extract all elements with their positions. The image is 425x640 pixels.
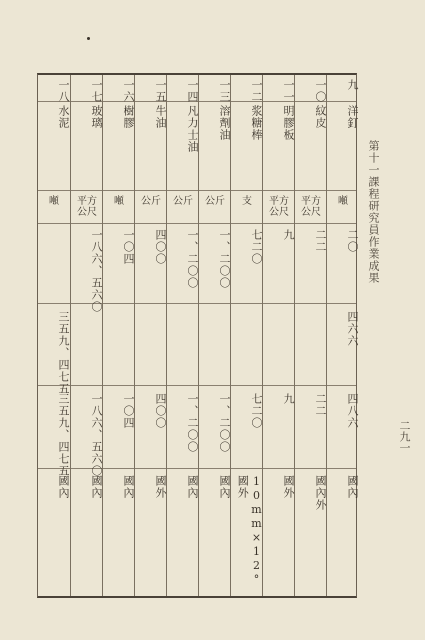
value-1: 一〇四 xyxy=(122,229,135,265)
item-number: 一七 xyxy=(90,79,103,103)
item-unit: 噸 xyxy=(114,196,124,207)
table-column xyxy=(102,75,135,596)
item-number: 一六 xyxy=(122,79,135,103)
value-3: 三五九、四七五 xyxy=(57,393,70,477)
value-1: 一、二〇〇 xyxy=(218,229,231,289)
item-unit: 平方 公尺 xyxy=(301,196,321,218)
value-3: 一、二〇〇 xyxy=(186,393,199,453)
item-number: 一一 xyxy=(282,79,295,103)
item-unit: 噸 xyxy=(338,196,348,207)
item-name: 凡力士油 xyxy=(186,105,199,153)
item-number: 九 xyxy=(346,79,359,91)
value-1: 一、二〇〇 xyxy=(186,229,199,289)
item-number: 一三 xyxy=(218,79,231,103)
item-unit: 平方 公尺 xyxy=(269,196,289,218)
item-number: 一〇 xyxy=(314,79,327,103)
item-unit: 平方 公尺 xyxy=(77,196,97,218)
value-1: 七二〇 xyxy=(250,229,263,265)
item-number: 一五 xyxy=(154,79,167,103)
item-name: 溶劑油 xyxy=(218,105,231,141)
item-name: 水泥 xyxy=(57,105,70,129)
origin: 國外 xyxy=(282,475,295,499)
value-1: 二二 xyxy=(314,229,327,253)
item-number: 一二 xyxy=(250,79,263,103)
value-3: 四八六 xyxy=(346,393,359,429)
table-column xyxy=(166,75,199,596)
item-name: 浆糖棒 xyxy=(250,105,263,141)
materials-table xyxy=(37,73,357,598)
table-column xyxy=(198,75,231,596)
value-3: 四〇〇 xyxy=(154,393,167,429)
value-1: 四〇〇 xyxy=(154,229,167,265)
ink-dot xyxy=(87,37,90,40)
value-1: 二〇 xyxy=(346,229,359,253)
value-3: 一八六、五六〇 xyxy=(90,393,103,477)
item-name: 玻璃 xyxy=(90,105,103,129)
value-1: 九 xyxy=(282,229,295,241)
item-name: 紋皮 xyxy=(314,105,327,129)
item-unit: 噸 xyxy=(49,196,59,207)
origin: 10mm×12°國外 xyxy=(236,475,263,587)
origin: 國外 xyxy=(154,475,167,499)
value-3: 一〇四 xyxy=(122,393,135,429)
origin: 國內 xyxy=(90,475,103,499)
table-column xyxy=(326,75,359,596)
item-unit: 公斤 xyxy=(141,196,161,207)
table-column xyxy=(70,75,103,596)
page-number: 二九一 xyxy=(398,420,411,453)
item-unit: 公斤 xyxy=(173,196,193,207)
side-heading: 第十一課程研究員作業成果 xyxy=(367,140,380,284)
value-3: 二二 xyxy=(314,393,327,417)
origin: 國內 xyxy=(186,475,199,499)
origin: 國內 xyxy=(57,475,70,499)
table-column xyxy=(262,75,295,596)
table-column xyxy=(294,75,327,596)
value-2: 四六六 xyxy=(346,311,359,347)
item-number: 一八 xyxy=(57,79,70,103)
value-2: 三五九、四七五 xyxy=(57,311,70,395)
origin: 國內 xyxy=(218,475,231,499)
item-number: 一四 xyxy=(186,79,199,103)
item-name: 明膠板 xyxy=(282,105,295,141)
value-3: 九 xyxy=(282,393,295,405)
value-3: 七二〇 xyxy=(250,393,263,429)
value-3: 一、二〇〇 xyxy=(218,393,231,453)
item-unit: 公斤 xyxy=(205,196,225,207)
item-name: 牛油 xyxy=(154,105,167,129)
item-unit: 支 xyxy=(242,196,252,207)
table-column xyxy=(230,75,263,596)
item-name: 樹膠 xyxy=(122,105,135,129)
value-1: 一八六、五六〇 xyxy=(90,229,103,313)
item-name: 洋釘 xyxy=(346,105,359,129)
origin: 國內 xyxy=(346,475,359,499)
origin: 國內 xyxy=(122,475,135,499)
table-column xyxy=(134,75,167,596)
table-column xyxy=(38,75,70,596)
origin: 國內外 xyxy=(314,475,327,511)
